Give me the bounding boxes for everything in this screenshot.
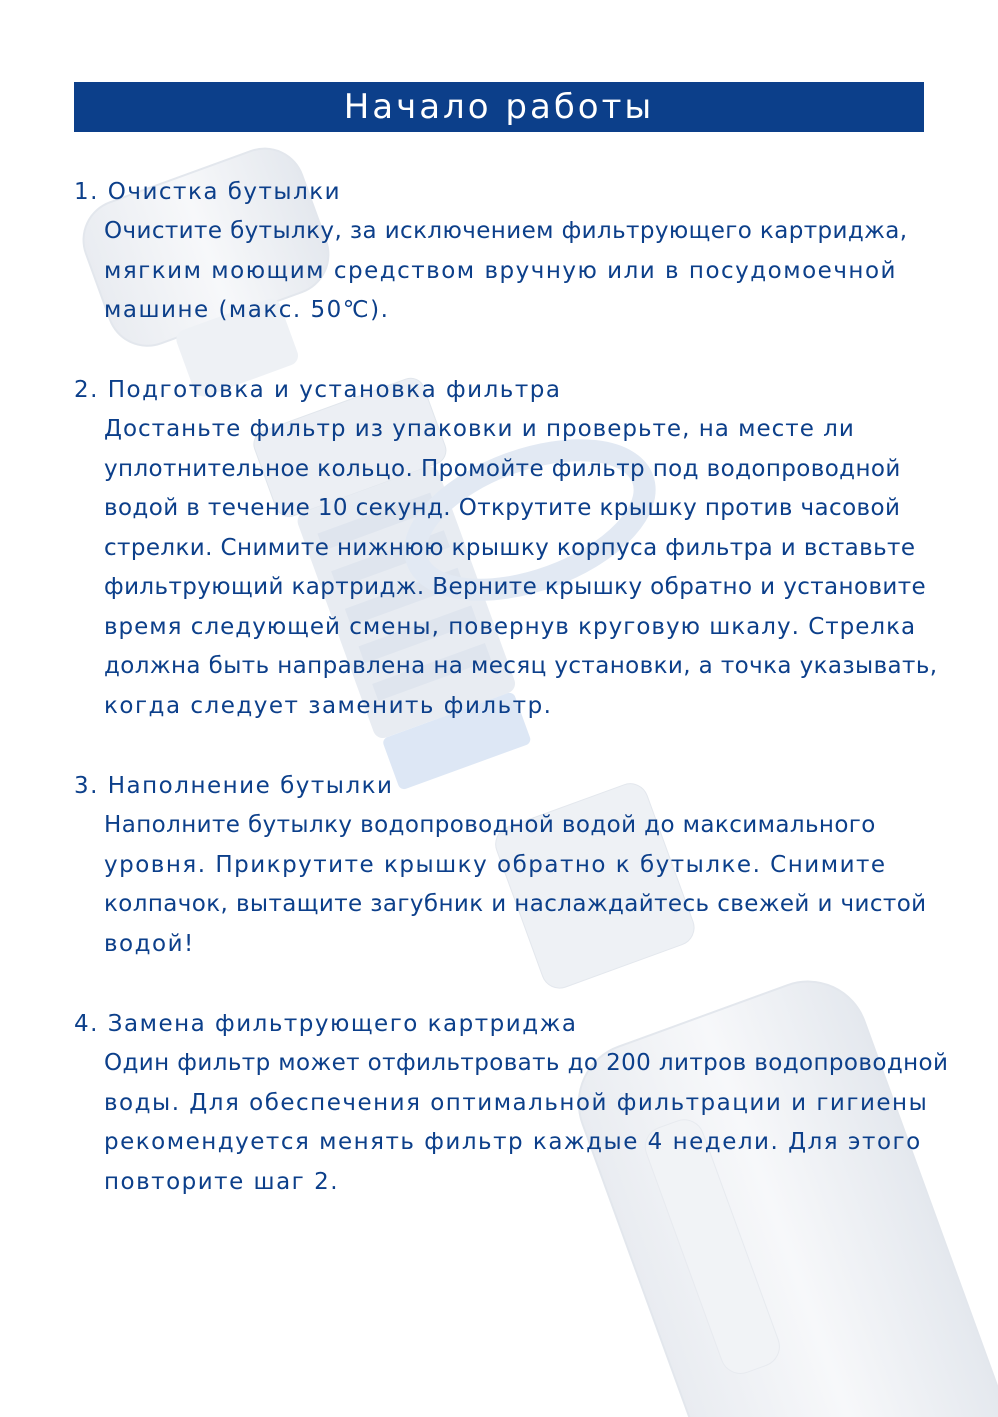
section-cartridge-replacement: [74, 1004, 949, 1202]
section-title: 3. Наполнение бутылки: [74, 773, 394, 799]
section-filling: [74, 766, 927, 964]
section-text-line: машине (макс. 50℃).: [104, 297, 390, 323]
section-cleaning: [74, 172, 924, 331]
section-text-line: Очистите бутылку, за исключением фильтрующего картриджа,: [104, 218, 908, 244]
section-text-line: воды. Для обеспечения оптимальной фильтрации и гигиены: [104, 1089, 929, 1116]
header-bar: [74, 82, 924, 132]
section-text-line: должна быть направлена на месяц установки, а точка указывать,: [104, 653, 938, 679]
section-text-line: когда следует заменить фильтр.: [104, 692, 553, 719]
section-text-line: мягким моющим средством вручную или в посудомоечной: [104, 257, 897, 284]
section-text-line: Один фильтр может отфильтровать до 200 литров водопроводной: [104, 1050, 949, 1076]
page-title: Начало работы: [343, 87, 655, 127]
section-text-line: уровня. Прикрутите крышку обратно к бутылке. Снимите: [104, 851, 887, 878]
section-title: 1. Очистка бутылки: [74, 179, 342, 205]
section-text-line: водой!: [104, 930, 195, 957]
section-text-line: Наполните бутылку водопроводной водой до максимального: [104, 812, 876, 838]
section-filter-setup: [74, 370, 938, 726]
section-title: 2. Подготовка и установка фильтра: [74, 377, 562, 403]
section-text-line: фильтрующий картридж. Верните крышку обратно и установите: [104, 574, 927, 600]
section-text-line: повторите шаг 2.: [104, 1168, 340, 1195]
section-text-line: Достаньте фильтр из упаковки и проверьте, на месте ли: [104, 416, 855, 442]
section-text-line: время следующей смены, повернув круговую шкалу. Стрелка: [104, 613, 917, 640]
section-text-line: рекомендуется менять фильтр каждые 4 недели. Для этого: [104, 1129, 922, 1155]
section-text-line: колпачок, вытащите загубник и наслаждайтесь свежей и чистой: [104, 891, 927, 917]
section-text-line: уплотнительное кольцо. Промойте фильтр под водопроводной: [104, 455, 901, 482]
section-text-line: водой в течение 10 секунд. Открутите крышку против часовой: [104, 495, 901, 521]
section-text-line: стрелки. Снимите нижнюю крышку корпуса фильтра и вставьте: [104, 534, 916, 561]
section-title: 4. Замена фильтрующего картриджа: [74, 1011, 578, 1037]
